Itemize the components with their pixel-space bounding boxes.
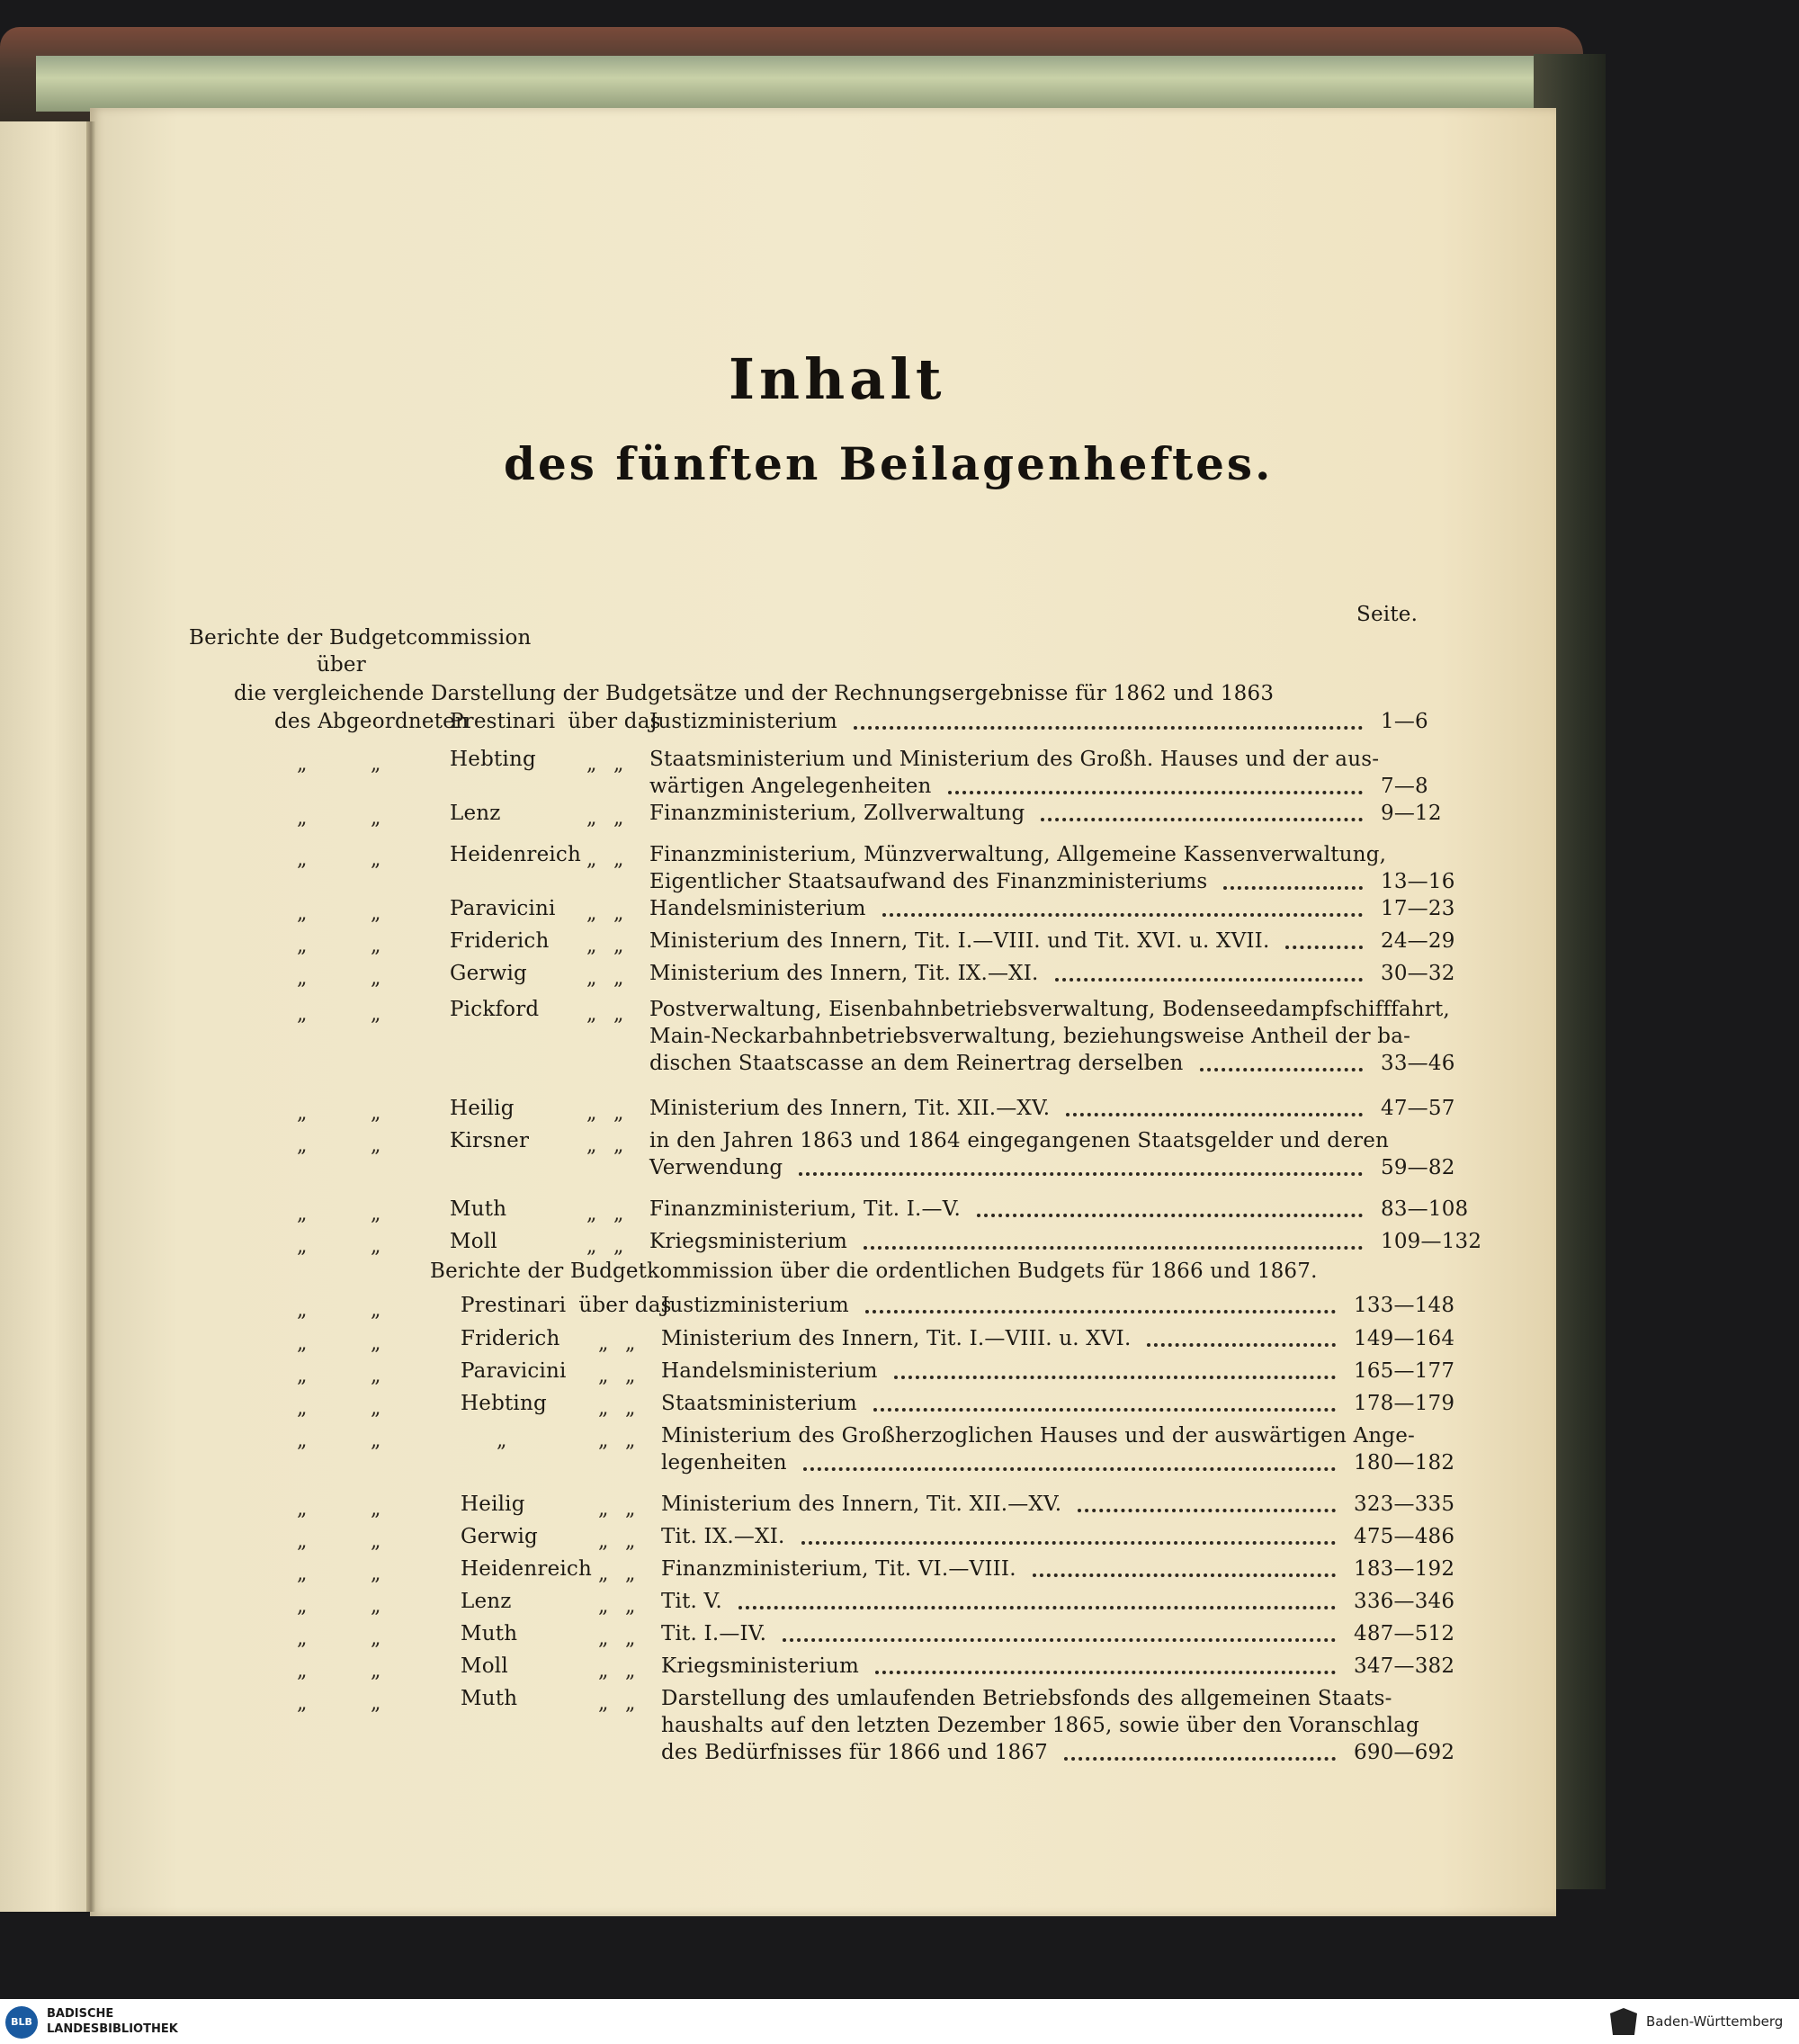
- entry-text: Justizministerium: [649, 710, 837, 733]
- ditto-mark: „: [613, 1003, 624, 1026]
- ditto-mark: „: [297, 967, 308, 990]
- entry-pages: 24—29: [1381, 929, 1455, 953]
- entry-name: Muth: [461, 1622, 518, 1645]
- page-subtitle: des fünften Beilagenheftes.: [504, 437, 1274, 490]
- ditto-mark: „: [371, 935, 381, 957]
- entry-pages: 59—82: [1381, 1156, 1455, 1179]
- ditto-mark: „: [371, 753, 381, 775]
- ditto-mark: „: [371, 1692, 381, 1715]
- ditto-mark: „: [586, 807, 597, 829]
- dot-leader: [864, 1246, 1363, 1250]
- ditto-mark: „: [371, 1595, 381, 1618]
- ditto-mark: „: [598, 1332, 609, 1355]
- ditto-mark: „: [371, 1563, 381, 1585]
- ditto-mark: „: [297, 1430, 308, 1452]
- entry-pages: 149—164: [1354, 1327, 1455, 1350]
- library-name[interactable]: BADISCHE LANDESBIBLIOTHEK: [47, 2007, 178, 2036]
- entry-name: Kirsner: [450, 1129, 530, 1152]
- dot-leader: [803, 1467, 1336, 1471]
- entry-text: Handelsministerium: [649, 897, 866, 920]
- dot-leader: [873, 1408, 1336, 1412]
- ditto-mark: „: [371, 1203, 381, 1225]
- ditto-mark: „: [586, 848, 597, 871]
- ditto-mark: „: [598, 1692, 609, 1715]
- ditto-mark: „: [586, 1134, 597, 1157]
- ditto-mark: „: [371, 1134, 381, 1157]
- ditto-mark: „: [625, 1627, 636, 1650]
- entry-pages: 475—486: [1354, 1525, 1455, 1548]
- dot-leader: [1066, 1113, 1363, 1116]
- entry-name: Paravicini: [450, 897, 556, 920]
- entry-text: Kriegsministerium: [661, 1654, 860, 1678]
- ditto-mark: „: [586, 1102, 597, 1125]
- entry-name: Friderich: [450, 929, 550, 953]
- page-gutter: [86, 121, 95, 1912]
- ditto-mark: „: [371, 1299, 381, 1322]
- entry-text: in den Jahren 1863 und 1864 eingegangenen Staatsgelder und deren: [649, 1129, 1390, 1152]
- entry-text: wärtigen Angelegenheiten: [649, 775, 932, 798]
- entry-name: Heilig: [450, 1097, 515, 1120]
- entry-pages: 133—148: [1354, 1294, 1455, 1317]
- entry-pages: 17—23: [1381, 897, 1455, 920]
- entry-text: Handelsministerium: [661, 1359, 878, 1383]
- ditto-mark: „: [297, 1134, 308, 1157]
- ditto-mark: „: [613, 753, 624, 775]
- entry-text: Tit. I.—IV.: [661, 1622, 767, 1645]
- entry-pages: 178—179: [1354, 1392, 1455, 1415]
- entry-name: Hebting: [450, 748, 536, 771]
- ditto-mark: „: [371, 1660, 381, 1682]
- ditto-mark: „: [625, 1563, 636, 1585]
- ditto-mark: „: [297, 1235, 308, 1258]
- ditto-mark: „: [297, 1203, 308, 1225]
- entry-pages: 30—32: [1381, 962, 1455, 985]
- dot-leader: [1041, 818, 1363, 821]
- ditto-mark: „: [625, 1365, 636, 1387]
- dot-leader: [948, 791, 1363, 794]
- ditto-mark: „: [371, 1003, 381, 1026]
- entry-pages: 690—692: [1354, 1741, 1455, 1764]
- dot-leader: [894, 1376, 1336, 1379]
- entry-text: Ministerium des Innern, Tit. XII.—XV.: [649, 1097, 1051, 1120]
- entry-name: Moll: [450, 1230, 497, 1253]
- ditto-mark: „: [625, 1332, 636, 1355]
- blb-logo-icon[interactable]: BLB: [5, 2006, 38, 2039]
- dot-leader: [977, 1214, 1363, 1217]
- entry-name: Paravicini: [461, 1359, 567, 1383]
- entry-text: Main-Neckarbahnbetriebsverwaltung, beziehungsweise Antheil der ba-: [649, 1025, 1411, 1048]
- ditto-mark: „: [586, 753, 597, 775]
- ditto-mark: „: [371, 1430, 381, 1452]
- ditto-mark: „: [297, 1102, 308, 1125]
- ditto-mark: „: [297, 848, 308, 871]
- ditto-mark: „: [297, 807, 308, 829]
- ditto-mark: „: [297, 1365, 308, 1387]
- ditto-mark: „: [586, 1003, 597, 1026]
- entry-text: Postverwaltung, Eisenbahnbetriebsverwaltung, Bodenseedampfschifffahrt,: [649, 998, 1450, 1021]
- entry-text: Justizministerium: [661, 1294, 849, 1317]
- entry-name: Gerwig: [461, 1525, 538, 1548]
- ditto-mark: „: [613, 1134, 624, 1157]
- dot-leader: [783, 1638, 1336, 1642]
- entry-text: Verwendung: [649, 1156, 783, 1179]
- ditto-mark: „: [613, 1235, 624, 1258]
- entry-text: Ministerium des Innern, Tit. I.—VIII. und Tit. XVI. u. XVII.: [649, 929, 1270, 953]
- dot-leader: [875, 1671, 1336, 1674]
- dot-leader: [1223, 886, 1363, 890]
- ditto-mark: „: [586, 902, 597, 925]
- ditto-mark: „: [371, 902, 381, 925]
- ditto-mark: „: [371, 1530, 381, 1553]
- dot-leader: [801, 1541, 1336, 1545]
- entry-text: Ministerium des Innern, Tit. XII.—XV.: [661, 1493, 1062, 1516]
- entry-name: Lenz: [461, 1590, 512, 1613]
- ditto-mark: „: [297, 753, 308, 775]
- viewer-footer: [0, 1999, 1799, 2044]
- ditto-mark: „: [586, 1235, 597, 1258]
- entry-name: Lenz: [450, 802, 501, 825]
- ditto-mark: „: [598, 1498, 609, 1520]
- ditto-mark: „: [625, 1595, 636, 1618]
- entry-pages: 180—182: [1354, 1451, 1455, 1475]
- entry-pages: 1—6: [1381, 710, 1428, 733]
- dot-leader: [865, 1310, 1336, 1313]
- entry-pages: 183—192: [1354, 1557, 1455, 1581]
- entry-text: Staatsministerium und Ministerium des Großh. Hauses und der aus-: [649, 748, 1380, 771]
- ditto-mark: „: [297, 1595, 308, 1618]
- entry-name: Heilig: [461, 1493, 525, 1516]
- ditto-mark: „: [371, 967, 381, 990]
- entry-text: Kriegsministerium: [649, 1230, 848, 1253]
- ditto-mark: „: [598, 1595, 609, 1618]
- dot-leader: [854, 726, 1363, 730]
- entry-pages: 165—177: [1354, 1359, 1455, 1383]
- entry-name: Heidenreich: [450, 843, 582, 866]
- ueber-das-text: über das: [568, 710, 661, 733]
- ditto-mark: „: [613, 935, 624, 957]
- state-name[interactable]: Baden-Württemberg: [1646, 2013, 1784, 2030]
- ditto-mark: „: [598, 1530, 609, 1553]
- entry-name: Muth: [461, 1687, 518, 1710]
- section2-heading: Berichte der Budgetkommission über die ordentlichen Budgets für 1866 und 1867.: [430, 1260, 1318, 1283]
- dot-leader: [1200, 1068, 1363, 1071]
- section1-heading-ueber: über: [317, 653, 366, 677]
- entry-text: Ministerium des Großherzoglichen Hauses und der auswärtigen Ange-: [661, 1424, 1416, 1448]
- dot-leader: [1285, 946, 1363, 949]
- ditto-mark: „: [297, 935, 308, 957]
- ditto-mark: „: [598, 1660, 609, 1682]
- ditto-mark: „: [613, 902, 624, 925]
- entry-text: Tit. V.: [661, 1590, 722, 1613]
- baden-wuerttemberg-crest-icon: [1610, 2008, 1637, 2035]
- entry-text: Ministerium des Innern, Tit. I.—VIII. u. XVI.: [661, 1327, 1132, 1350]
- entry-text: Finanzministerium, Tit. VI.—VIII.: [661, 1557, 1016, 1581]
- left-page-edge: [0, 121, 90, 1912]
- ditto-mark: „: [371, 1627, 381, 1650]
- entry-name: Hebting: [461, 1392, 547, 1415]
- ditto-mark: „: [297, 902, 308, 925]
- section1-intro: die vergleichende Darstellung der Budgetsätze und der Rechnungsergebnisse für 1862 und 1863: [234, 682, 1275, 705]
- entry-pages: 33—46: [1381, 1052, 1455, 1075]
- pages-column-header: Seite.: [1356, 603, 1419, 626]
- entry-pages: 9—12: [1381, 802, 1442, 825]
- entry-text: Eigentlicher Staatsaufwand des Finanzministeriums: [649, 870, 1208, 893]
- ditto-mark: „: [297, 1660, 308, 1682]
- entry-name: Gerwig: [450, 962, 527, 985]
- ditto-mark: „: [613, 1102, 624, 1125]
- ditto-mark: „: [371, 848, 381, 871]
- entry-name: Prestinari: [461, 1294, 567, 1317]
- ditto-mark: „: [598, 1627, 609, 1650]
- ditto-mark: „: [371, 1102, 381, 1125]
- ditto-mark: „: [371, 1498, 381, 1520]
- entry-pages: 109—132: [1381, 1230, 1482, 1253]
- ditto-mark: „: [586, 935, 597, 957]
- ditto-mark: „: [625, 1498, 636, 1520]
- ditto-mark: „: [371, 807, 381, 829]
- entry-text: Staatsministerium: [661, 1392, 857, 1415]
- ditto-mark: „: [625, 1430, 636, 1452]
- page-title: Inhalt: [729, 346, 946, 412]
- ditto-mark: „: [613, 807, 624, 829]
- ditto-mark: „: [371, 1332, 381, 1355]
- ditto-mark: „: [625, 1692, 636, 1715]
- ditto-mark: „: [613, 967, 624, 990]
- ditto-mark: „: [297, 1003, 308, 1026]
- entry-name: Pickford: [450, 998, 540, 1021]
- ditto-mark: „: [625, 1397, 636, 1420]
- entry-text: Finanzministerium, Tit. I.—V.: [649, 1197, 962, 1221]
- ditto-mark: „: [297, 1627, 308, 1650]
- ditto-mark: „: [371, 1365, 381, 1387]
- entry-text: haushalts auf den letzten Dezember 1865, sowie über den Voranschlag: [661, 1714, 1419, 1737]
- ditto-mark: „: [297, 1299, 308, 1322]
- ditto-mark: „: [625, 1530, 636, 1553]
- ditto-mark: „: [297, 1563, 308, 1585]
- dot-leader: [1055, 978, 1363, 982]
- entry-pages: 487—512: [1354, 1622, 1455, 1645]
- ditto-mark: „: [598, 1365, 609, 1387]
- dot-leader: [882, 913, 1363, 917]
- dot-leader: [738, 1606, 1336, 1609]
- entry-text: legenheiten: [661, 1451, 787, 1475]
- entry-name: Prestinari: [450, 710, 556, 733]
- ditto-mark: „: [598, 1563, 609, 1585]
- ditto-mark: „: [371, 1397, 381, 1420]
- section1-heading: Berichte der Budgetcommission: [189, 626, 532, 650]
- entry-pages: 347—382: [1354, 1654, 1455, 1678]
- dot-leader: [1078, 1509, 1336, 1512]
- ditto-mark: „: [371, 1235, 381, 1258]
- entry-pages: 13—16: [1381, 870, 1455, 893]
- entry-name: Friderich: [461, 1327, 560, 1350]
- ditto-mark: „: [297, 1498, 308, 1520]
- ditto-mark: „: [598, 1397, 609, 1420]
- entry-pages: 47—57: [1381, 1097, 1455, 1120]
- ditto-mark: „: [613, 1203, 624, 1225]
- entry-pages: 336—346: [1354, 1590, 1455, 1613]
- entry-pages: 323—335: [1354, 1493, 1455, 1516]
- dot-leader: [1064, 1757, 1336, 1761]
- gilt-edge: [36, 56, 1565, 112]
- entry-pages: 83—108: [1381, 1197, 1469, 1221]
- entry-text: Ministerium des Innern, Tit. IX.—XI.: [649, 962, 1039, 985]
- entry-text: dischen Staatscasse an dem Reinertrag derselben: [649, 1052, 1184, 1075]
- ditto-mark: „: [297, 1692, 308, 1715]
- lead-text: des Abgeordneten: [274, 710, 469, 733]
- ditto-mark: „: [297, 1397, 308, 1420]
- dot-leader: [1147, 1343, 1336, 1347]
- ditto-mark: „: [586, 1203, 597, 1225]
- entry-text: Finanzministerium, Münzverwaltung, Allgemeine Kassenverwaltung,: [649, 843, 1387, 866]
- ditto-mark: „: [613, 848, 624, 871]
- entry-text: Finanzministerium, Zollverwaltung: [649, 802, 1025, 825]
- entry-name: Heidenreich: [461, 1557, 593, 1581]
- ditto-mark: „: [497, 1430, 507, 1452]
- ditto-mark: „: [586, 967, 597, 990]
- ditto-mark: „: [625, 1660, 636, 1682]
- entry-text: Tit. IX.—XI.: [661, 1525, 785, 1548]
- ditto-mark: „: [598, 1430, 609, 1452]
- entry-name: Muth: [450, 1197, 507, 1221]
- entry-name: Moll: [461, 1654, 508, 1678]
- entry-text: Darstellung des umlaufenden Betriebsfonds des allgemeinen Staats-: [661, 1687, 1392, 1710]
- entry-pages: 7—8: [1381, 775, 1428, 798]
- ditto-mark: „: [297, 1332, 308, 1355]
- dot-leader: [1033, 1573, 1336, 1577]
- entry-text: des Bedürfnisses für 1866 und 1867: [661, 1741, 1048, 1764]
- dot-leader: [799, 1172, 1363, 1176]
- ueber-das-text: über das: [578, 1294, 672, 1317]
- ditto-mark: „: [297, 1530, 308, 1553]
